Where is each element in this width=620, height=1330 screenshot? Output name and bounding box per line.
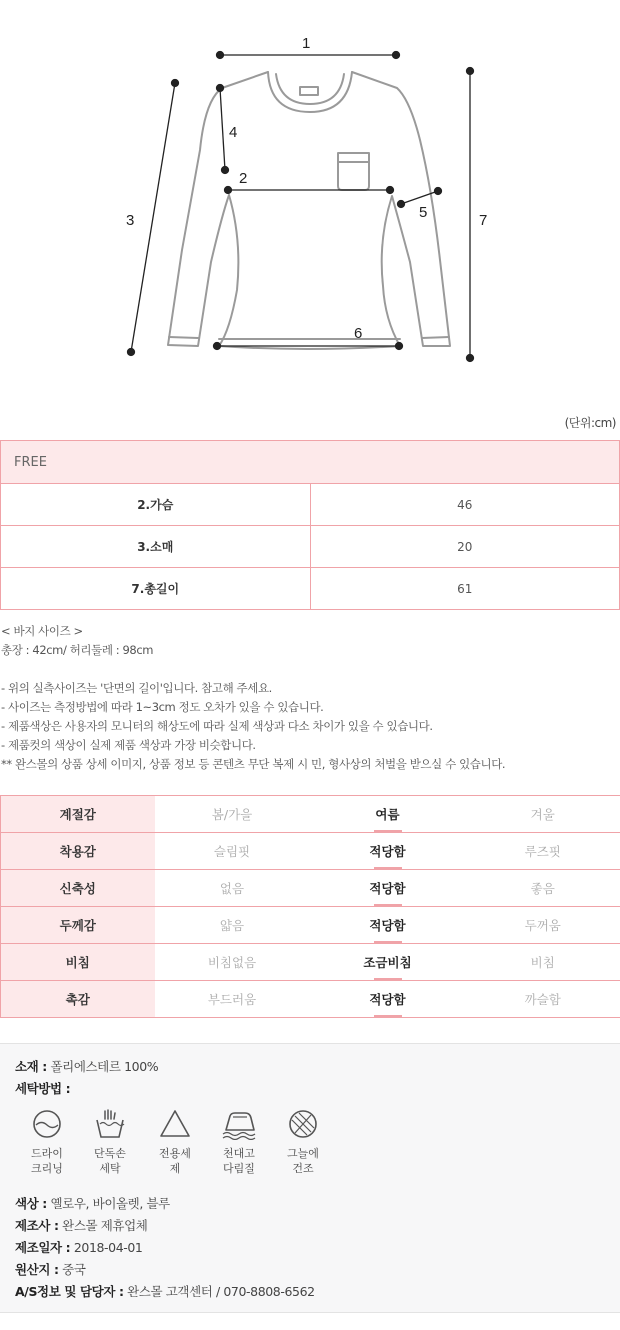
maker-line: [15, 1216, 147, 1234]
measure-label-3: 3: [126, 212, 135, 229]
feel-row: [1, 870, 620, 907]
measure-label-4: 4: [229, 124, 238, 141]
feel-row: [1, 796, 620, 833]
wash-label: 그늘에건조: [287, 1147, 319, 1175]
feel-option: 겨울: [466, 796, 620, 833]
measure-label-7: 7: [479, 212, 488, 229]
feel-option-selected: 적당함: [310, 833, 466, 870]
feel-category: 비침: [1, 944, 155, 981]
measurement-diagram: [0, 0, 620, 400]
feel-option: 부드러움: [155, 981, 310, 1018]
origin-value: 중국: [62, 1262, 86, 1277]
feel-option: 슬림핏: [155, 833, 310, 870]
note-line: - 사이즈는 측정방법에 따라 1~3cm 정도 오차가 있을 수 있습니다.: [1, 700, 324, 714]
pants-size-values: 총장 : 42cm/ 허리둘레 : 98cm: [1, 643, 154, 657]
feel-option-selected: 적당함: [310, 907, 466, 944]
color-line: [15, 1194, 170, 1212]
as-info-value: 완스몰 고객센터 / 070-8808-6562: [127, 1284, 315, 1299]
origin-line: [15, 1260, 86, 1278]
feel-category: 계절감: [1, 796, 155, 833]
feel-option: 비침: [466, 944, 620, 981]
measure-label-6: 6: [354, 325, 363, 342]
material-value: 폴리에스테르 100%: [50, 1059, 159, 1074]
feel-option-selected: 적당함: [310, 870, 466, 907]
feel-option-selected: 여름: [310, 796, 466, 833]
size-row-value: 61: [310, 568, 620, 610]
feel-option: 좋음: [466, 870, 620, 907]
iron-with-cloth-icon: [221, 1108, 257, 1140]
size-row-value: 46: [310, 484, 620, 526]
feel-option-selected: 적당함: [310, 981, 466, 1018]
color-value: 옐로우, 바이올렛, 블루: [50, 1196, 170, 1211]
feel-option: 없음: [155, 870, 310, 907]
maker-value: 완스몰 제휴업체: [62, 1218, 148, 1233]
material-line: [15, 1057, 158, 1075]
size-row-label: 2.가슴: [1, 484, 311, 526]
feel-option: 까슬함: [466, 981, 620, 1018]
feel-option: 얇음: [155, 907, 310, 944]
shade-dry-icon: [286, 1108, 320, 1140]
wash-method-label: 세탁방법 :: [15, 1081, 71, 1096]
feel-category: 착용감: [1, 833, 155, 870]
feel-row: [1, 981, 620, 1018]
wash-item-hand-wash: [80, 1108, 140, 1176]
material-label: 소재 :: [15, 1059, 47, 1074]
feel-option: 루즈핏: [466, 833, 620, 870]
size-table-header-row: [1, 441, 620, 484]
size-row: [1, 568, 620, 610]
note-line: ** 완스몰의 상품 상세 이미지, 상품 정보 등 콘텐츠 무단 복제 시 민, 형사상의 처벌을 받으실 수 있습니다.: [1, 757, 506, 771]
dry-clean-icon: [30, 1108, 64, 1140]
neutral-detergent-icon: [158, 1108, 192, 1140]
feel-row: [1, 907, 620, 944]
feel-option: 봄/가을: [155, 796, 310, 833]
wash-label: 드라이크리닝: [31, 1147, 63, 1175]
feel-option: 비침없음: [155, 944, 310, 981]
manufacture-date-label: 제조일자 :: [15, 1240, 71, 1255]
pants-size-title: < 바지 사이즈 >: [1, 624, 83, 638]
size-row-label: 7.총길이: [1, 568, 311, 610]
as-info-line: [15, 1282, 315, 1300]
size-header: FREE: [1, 441, 620, 484]
wash-item-iron: [209, 1108, 269, 1176]
measure-label-1: 1: [302, 35, 311, 52]
origin-label: 원산지 :: [15, 1262, 59, 1277]
color-label: 색상 :: [15, 1196, 47, 1211]
wash-label: 단독손세탁: [94, 1147, 126, 1175]
hand-wash-icon: [93, 1108, 127, 1140]
manufacture-date-value: 2018-04-01: [73, 1240, 143, 1255]
size-row: [1, 526, 620, 568]
product-info-box: [0, 1043, 620, 1313]
feel-category: 두께감: [1, 907, 155, 944]
feel-option-selected: 조금비침: [310, 944, 466, 981]
wash-item-shade-dry: [273, 1108, 333, 1176]
as-info-label: A/S정보 및 담당자 :: [15, 1284, 124, 1299]
note-line: - 제품색상은 사용자의 모니터의 해상도에 따라 실제 색상과 다소 차이가 있을 수 있습니다.: [1, 719, 433, 733]
size-notes: [1, 622, 619, 774]
size-table: [0, 440, 620, 610]
wash-item-dry-clean: [17, 1108, 77, 1176]
shirt-outline: [168, 72, 450, 349]
feel-category: 신축성: [1, 870, 155, 907]
wash-item-detergent: [145, 1108, 205, 1176]
size-row: [1, 484, 620, 526]
wash-label: 천대고다림질: [223, 1147, 255, 1175]
measure-label-5: 5: [419, 204, 428, 221]
note-line: - 제품컷의 색상이 실제 제품 색상과 가장 비슷합니다.: [1, 738, 256, 752]
note-line: - 위의 실측사이즈는 '단면의 길이'입니다. 참고해 주세요.: [1, 681, 272, 695]
feel-option: 두꺼움: [466, 907, 620, 944]
size-row-value: 20: [310, 526, 620, 568]
feel-category: 촉감: [1, 981, 155, 1018]
fabric-feel-table: [0, 795, 620, 1018]
wash-label: 전용세제: [159, 1147, 191, 1175]
feel-row: [1, 944, 620, 981]
measure-label-2: 2: [239, 170, 248, 187]
size-row-label: 3.소매: [1, 526, 311, 568]
manufacture-date-line: [15, 1238, 143, 1256]
wash-method-line: [15, 1079, 70, 1097]
feel-row: [1, 833, 620, 870]
unit-note: (단위:cm): [564, 416, 616, 430]
maker-label: 제조사 :: [15, 1218, 59, 1233]
